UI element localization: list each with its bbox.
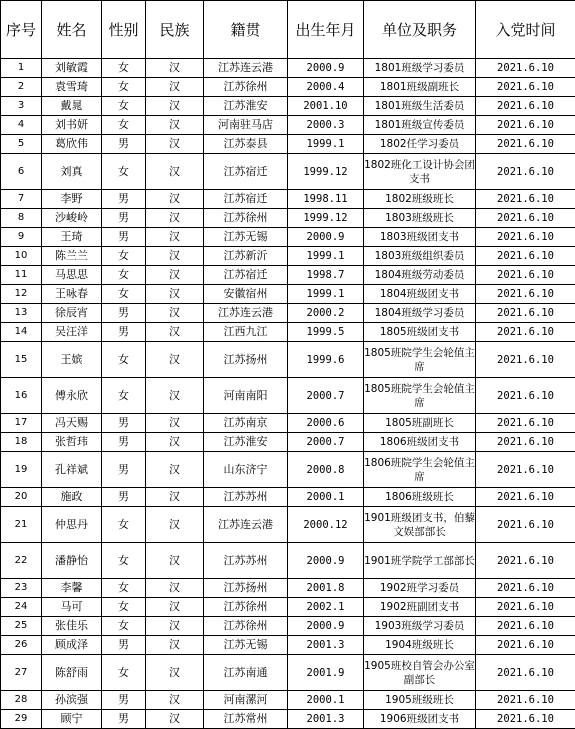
cell-join-date: 2021.6.10 bbox=[476, 304, 575, 323]
cell-gender: 男 bbox=[102, 304, 146, 323]
cell-birth: 1998.7 bbox=[288, 266, 364, 285]
cell-birth: 2000.1 bbox=[288, 691, 364, 710]
table-row bbox=[1, 433, 575, 452]
cell-gender: 男 bbox=[102, 691, 146, 710]
cell-name: 陈兰兰 bbox=[42, 247, 102, 266]
cell-position: 1804班级劳动委员 bbox=[364, 266, 476, 285]
cell-origin: 江苏苏州 bbox=[204, 543, 288, 579]
cell-origin: 江苏苏州 bbox=[204, 488, 288, 507]
cell-gender: 男 bbox=[102, 452, 146, 488]
cell-birth: 2001.9 bbox=[288, 655, 364, 691]
cell-join-date: 2021.6.10 bbox=[476, 488, 575, 507]
cell-position: 1801班级宣传委员 bbox=[364, 116, 476, 135]
cell-position: 1806班院学生会轮值主席 bbox=[364, 452, 476, 488]
cell-gender: 女 bbox=[102, 342, 146, 378]
cell-gender: 男 bbox=[102, 710, 146, 729]
cell-seq: 15 bbox=[1, 342, 42, 378]
cell-name: 冯天赐 bbox=[42, 414, 102, 433]
cell-birth: 2000.8 bbox=[288, 452, 364, 488]
cell-birth: 2000.7 bbox=[288, 378, 364, 414]
cell-join-date: 2021.6.10 bbox=[476, 655, 575, 691]
header-seq: 序号 bbox=[1, 1, 42, 59]
cell-position: 1804班级学习委员 bbox=[364, 304, 476, 323]
cell-origin: 江苏新沂 bbox=[204, 247, 288, 266]
cell-name: 马思思 bbox=[42, 266, 102, 285]
cell-origin: 江苏徐州 bbox=[204, 78, 288, 97]
cell-birth: 2000.9 bbox=[288, 543, 364, 579]
cell-gender: 女 bbox=[102, 579, 146, 598]
cell-seq: 13 bbox=[1, 304, 42, 323]
cell-gender: 男 bbox=[102, 636, 146, 655]
cell-ethnic: 汉 bbox=[146, 636, 204, 655]
cell-position: 1802班化工设计协会团支书 bbox=[364, 154, 476, 190]
cell-join-date: 2021.6.10 bbox=[476, 636, 575, 655]
cell-join-date: 2021.6.10 bbox=[476, 617, 575, 636]
cell-seq: 27 bbox=[1, 655, 42, 691]
cell-seq: 10 bbox=[1, 247, 42, 266]
table-row bbox=[1, 228, 575, 247]
cell-origin: 江苏连云港 bbox=[204, 507, 288, 543]
cell-position: 1905班级班长 bbox=[364, 691, 476, 710]
cell-name: 张佳乐 bbox=[42, 617, 102, 636]
cell-ethnic: 汉 bbox=[146, 116, 204, 135]
cell-origin: 江苏无锡 bbox=[204, 636, 288, 655]
cell-gender: 女 bbox=[102, 543, 146, 579]
cell-seq: 19 bbox=[1, 452, 42, 488]
table-row bbox=[1, 116, 575, 135]
cell-join-date: 2021.6.10 bbox=[476, 266, 575, 285]
cell-origin: 河南驻马店 bbox=[204, 116, 288, 135]
cell-seq: 9 bbox=[1, 228, 42, 247]
cell-join-date: 2021.6.10 bbox=[476, 507, 575, 543]
cell-birth: 1999.1 bbox=[288, 247, 364, 266]
cell-position: 1802班级班长 bbox=[364, 190, 476, 209]
cell-birth: 2001.8 bbox=[288, 579, 364, 598]
cell-name: 顾成泽 bbox=[42, 636, 102, 655]
table-row bbox=[1, 488, 575, 507]
cell-origin: 江西九江 bbox=[204, 323, 288, 342]
cell-name: 施政 bbox=[42, 488, 102, 507]
table-row bbox=[1, 78, 575, 97]
cell-name: 孙滨强 bbox=[42, 691, 102, 710]
cell-name: 张哲玮 bbox=[42, 433, 102, 452]
table-row bbox=[1, 378, 575, 414]
table-row bbox=[1, 209, 575, 228]
cell-name: 刘书妍 bbox=[42, 116, 102, 135]
cell-origin: 江苏连云港 bbox=[204, 304, 288, 323]
cell-origin: 江苏宿迁 bbox=[204, 266, 288, 285]
cell-seq: 6 bbox=[1, 154, 42, 190]
cell-ethnic: 汉 bbox=[146, 617, 204, 636]
cell-origin: 江苏徐州 bbox=[204, 598, 288, 617]
cell-birth: 2000.1 bbox=[288, 488, 364, 507]
cell-gender: 女 bbox=[102, 154, 146, 190]
table-row bbox=[1, 190, 575, 209]
cell-name: 顾宁 bbox=[42, 710, 102, 729]
cell-position: 1802任学习委员 bbox=[364, 135, 476, 154]
cell-seq: 12 bbox=[1, 285, 42, 304]
cell-origin: 江苏连云港 bbox=[204, 59, 288, 78]
cell-gender: 女 bbox=[102, 247, 146, 266]
cell-position: 1902班学习委员 bbox=[364, 579, 476, 598]
cell-birth: 2000.2 bbox=[288, 304, 364, 323]
cell-name: 李野 bbox=[42, 190, 102, 209]
cell-ethnic: 汉 bbox=[146, 135, 204, 154]
cell-gender: 男 bbox=[102, 135, 146, 154]
cell-seq: 20 bbox=[1, 488, 42, 507]
cell-join-date: 2021.6.10 bbox=[476, 190, 575, 209]
header-gender: 性别 bbox=[102, 1, 146, 59]
cell-join-date: 2021.6.10 bbox=[476, 598, 575, 617]
cell-join-date: 2021.6.10 bbox=[476, 342, 575, 378]
cell-birth: 2001.3 bbox=[288, 710, 364, 729]
table-row bbox=[1, 579, 575, 598]
cell-seq: 28 bbox=[1, 691, 42, 710]
cell-seq: 22 bbox=[1, 543, 42, 579]
cell-birth: 2002.1 bbox=[288, 598, 364, 617]
cell-join-date: 2021.6.10 bbox=[476, 209, 575, 228]
cell-birth: 2000.3 bbox=[288, 116, 364, 135]
cell-join-date: 2021.6.10 bbox=[476, 378, 575, 414]
cell-join-date: 2021.6.10 bbox=[476, 579, 575, 598]
cell-position: 1901班级团支书，伯藜文娱部部长 bbox=[364, 507, 476, 543]
cell-origin: 江苏扬州 bbox=[204, 342, 288, 378]
cell-name: 葛欣伟 bbox=[42, 135, 102, 154]
cell-gender: 女 bbox=[102, 507, 146, 543]
cell-name: 袁雪琦 bbox=[42, 78, 102, 97]
cell-name: 潘静怡 bbox=[42, 543, 102, 579]
cell-gender: 女 bbox=[102, 285, 146, 304]
cell-birth: 1999.1 bbox=[288, 285, 364, 304]
cell-join-date: 2021.6.10 bbox=[476, 323, 575, 342]
header-ethnic: 民族 bbox=[146, 1, 204, 59]
cell-ethnic: 汉 bbox=[146, 228, 204, 247]
cell-gender: 女 bbox=[102, 97, 146, 116]
table-row bbox=[1, 59, 575, 78]
cell-birth: 2000.9 bbox=[288, 228, 364, 247]
cell-seq: 17 bbox=[1, 414, 42, 433]
cell-origin: 江苏无锡 bbox=[204, 228, 288, 247]
cell-position: 1805班院学生会轮值主席 bbox=[364, 378, 476, 414]
cell-ethnic: 汉 bbox=[146, 209, 204, 228]
cell-join-date: 2021.6.10 bbox=[476, 59, 575, 78]
cell-seq: 2 bbox=[1, 78, 42, 97]
header-row bbox=[1, 1, 575, 59]
cell-birth: 2000.7 bbox=[288, 433, 364, 452]
cell-join-date: 2021.6.10 bbox=[476, 452, 575, 488]
cell-name: 傅永欣 bbox=[42, 378, 102, 414]
cell-name: 徐辰宵 bbox=[42, 304, 102, 323]
cell-ethnic: 汉 bbox=[146, 452, 204, 488]
table-row bbox=[1, 636, 575, 655]
cell-seq: 5 bbox=[1, 135, 42, 154]
cell-position: 1801班级生活委员 bbox=[364, 97, 476, 116]
cell-gender: 男 bbox=[102, 190, 146, 209]
cell-gender: 女 bbox=[102, 598, 146, 617]
cell-seq: 7 bbox=[1, 190, 42, 209]
header-position: 单位及职务 bbox=[364, 1, 476, 59]
cell-seq: 18 bbox=[1, 433, 42, 452]
cell-origin: 江苏宿迁 bbox=[204, 154, 288, 190]
table-row bbox=[1, 543, 575, 579]
cell-gender: 男 bbox=[102, 209, 146, 228]
cell-gender: 女 bbox=[102, 59, 146, 78]
cell-position: 1805班院学生会轮值主席 bbox=[364, 342, 476, 378]
table-row bbox=[1, 655, 575, 691]
cell-ethnic: 汉 bbox=[146, 59, 204, 78]
header-name: 姓名 bbox=[42, 1, 102, 59]
table-row bbox=[1, 285, 575, 304]
table-row bbox=[1, 97, 575, 116]
table-row bbox=[1, 414, 575, 433]
cell-gender: 男 bbox=[102, 228, 146, 247]
cell-gender: 男 bbox=[102, 433, 146, 452]
cell-join-date: 2021.6.10 bbox=[476, 116, 575, 135]
cell-birth: 2000.4 bbox=[288, 78, 364, 97]
cell-ethnic: 汉 bbox=[146, 154, 204, 190]
cell-seq: 25 bbox=[1, 617, 42, 636]
table-row bbox=[1, 691, 575, 710]
cell-position: 1803班级组织委员 bbox=[364, 247, 476, 266]
cell-seq: 4 bbox=[1, 116, 42, 135]
cell-seq: 29 bbox=[1, 710, 42, 729]
cell-position: 1901班学院学工部部长 bbox=[364, 543, 476, 579]
cell-join-date: 2021.6.10 bbox=[476, 543, 575, 579]
cell-seq: 24 bbox=[1, 598, 42, 617]
cell-ethnic: 汉 bbox=[146, 579, 204, 598]
cell-position: 1903班级学习委员 bbox=[364, 617, 476, 636]
cell-position: 1805班级团支书 bbox=[364, 323, 476, 342]
cell-name: 李馨 bbox=[42, 579, 102, 598]
cell-name: 刘敏霞 bbox=[42, 59, 102, 78]
cell-name: 沙峻岭 bbox=[42, 209, 102, 228]
cell-gender: 男 bbox=[102, 414, 146, 433]
cell-position: 1902班副团支书 bbox=[364, 598, 476, 617]
cell-join-date: 2021.6.10 bbox=[476, 154, 575, 190]
cell-seq: 16 bbox=[1, 378, 42, 414]
header-origin: 籍贯 bbox=[204, 1, 288, 59]
cell-origin: 安徽宿州 bbox=[204, 285, 288, 304]
cell-birth: 2000.12 bbox=[288, 507, 364, 543]
cell-position: 1806班级班长 bbox=[364, 488, 476, 507]
cell-origin: 江苏淮安 bbox=[204, 433, 288, 452]
cell-birth: 2000.9 bbox=[288, 617, 364, 636]
cell-ethnic: 汉 bbox=[146, 247, 204, 266]
cell-ethnic: 汉 bbox=[146, 414, 204, 433]
cell-ethnic: 汉 bbox=[146, 190, 204, 209]
cell-origin: 江苏扬州 bbox=[204, 579, 288, 598]
cell-ethnic: 汉 bbox=[146, 691, 204, 710]
cell-ethnic: 汉 bbox=[146, 488, 204, 507]
cell-seq: 3 bbox=[1, 97, 42, 116]
cell-join-date: 2021.6.10 bbox=[476, 691, 575, 710]
cell-position: 1904班级班长 bbox=[364, 636, 476, 655]
table-row bbox=[1, 247, 575, 266]
cell-name: 孔祥斌 bbox=[42, 452, 102, 488]
table-row bbox=[1, 154, 575, 190]
cell-gender: 女 bbox=[102, 116, 146, 135]
cell-ethnic: 汉 bbox=[146, 323, 204, 342]
cell-origin: 江苏南通 bbox=[204, 655, 288, 691]
cell-join-date: 2021.6.10 bbox=[476, 247, 575, 266]
cell-birth: 2000.9 bbox=[288, 59, 364, 78]
cell-ethnic: 汉 bbox=[146, 304, 204, 323]
cell-origin: 江苏淮安 bbox=[204, 97, 288, 116]
cell-position: 1801班级副班长 bbox=[364, 78, 476, 97]
cell-birth: 1999.6 bbox=[288, 342, 364, 378]
cell-name: 戴晁 bbox=[42, 97, 102, 116]
table-row bbox=[1, 323, 575, 342]
cell-origin: 山东济宁 bbox=[204, 452, 288, 488]
cell-position: 1803班级班长 bbox=[364, 209, 476, 228]
cell-birth: 1999.1 bbox=[288, 135, 364, 154]
cell-ethnic: 汉 bbox=[146, 655, 204, 691]
cell-name: 陈舒雨 bbox=[42, 655, 102, 691]
cell-join-date: 2021.6.10 bbox=[476, 710, 575, 729]
cell-gender: 男 bbox=[102, 323, 146, 342]
cell-gender: 女 bbox=[102, 378, 146, 414]
cell-birth: 2001.3 bbox=[288, 636, 364, 655]
cell-join-date: 2021.6.10 bbox=[476, 228, 575, 247]
cell-seq: 23 bbox=[1, 579, 42, 598]
table-row bbox=[1, 710, 575, 729]
cell-join-date: 2021.6.10 bbox=[476, 285, 575, 304]
table-row bbox=[1, 304, 575, 323]
cell-origin: 江苏南京 bbox=[204, 414, 288, 433]
cell-birth: 2000.6 bbox=[288, 414, 364, 433]
cell-ethnic: 汉 bbox=[146, 598, 204, 617]
cell-origin: 江苏宿迁 bbox=[204, 190, 288, 209]
cell-birth: 2001.10 bbox=[288, 97, 364, 116]
cell-ethnic: 汉 bbox=[146, 710, 204, 729]
header-join-date: 入党时间 bbox=[476, 1, 575, 59]
cell-name: 吴汪洋 bbox=[42, 323, 102, 342]
cell-join-date: 2021.6.10 bbox=[476, 135, 575, 154]
cell-gender: 女 bbox=[102, 266, 146, 285]
cell-birth: 1998.11 bbox=[288, 190, 364, 209]
cell-ethnic: 汉 bbox=[146, 433, 204, 452]
cell-name: 仲思丹 bbox=[42, 507, 102, 543]
cell-seq: 21 bbox=[1, 507, 42, 543]
cell-position: 1806班级团支书 bbox=[364, 433, 476, 452]
cell-birth: 1999.12 bbox=[288, 154, 364, 190]
cell-name: 王琦 bbox=[42, 228, 102, 247]
cell-origin: 江苏徐州 bbox=[204, 617, 288, 636]
cell-position: 1805班副班长 bbox=[364, 414, 476, 433]
cell-ethnic: 汉 bbox=[146, 285, 204, 304]
cell-ethnic: 汉 bbox=[146, 342, 204, 378]
cell-origin: 江苏徐州 bbox=[204, 209, 288, 228]
cell-birth: 1999.12 bbox=[288, 209, 364, 228]
cell-seq: 14 bbox=[1, 323, 42, 342]
cell-join-date: 2021.6.10 bbox=[476, 78, 575, 97]
cell-position: 1803班级团支书 bbox=[364, 228, 476, 247]
cell-origin: 河南南阳 bbox=[204, 378, 288, 414]
cell-name: 刘真 bbox=[42, 154, 102, 190]
cell-seq: 11 bbox=[1, 266, 42, 285]
cell-position: 1906班级团支书 bbox=[364, 710, 476, 729]
cell-position: 1801班级学习委员 bbox=[364, 59, 476, 78]
cell-gender: 男 bbox=[102, 488, 146, 507]
cell-join-date: 2021.6.10 bbox=[476, 414, 575, 433]
cell-gender: 女 bbox=[102, 617, 146, 636]
cell-seq: 8 bbox=[1, 209, 42, 228]
cell-seq: 1 bbox=[1, 59, 42, 78]
table-row bbox=[1, 507, 575, 543]
cell-ethnic: 汉 bbox=[146, 266, 204, 285]
table-row bbox=[1, 266, 575, 285]
table-row bbox=[1, 135, 575, 154]
cell-origin: 江苏常州 bbox=[204, 710, 288, 729]
cell-position: 1905班校自管会办公室副部长 bbox=[364, 655, 476, 691]
table-row bbox=[1, 617, 575, 636]
cell-origin: 江苏泰县 bbox=[204, 135, 288, 154]
cell-join-date: 2021.6.10 bbox=[476, 433, 575, 452]
cell-ethnic: 汉 bbox=[146, 378, 204, 414]
cell-ethnic: 汉 bbox=[146, 543, 204, 579]
cell-name: 马可 bbox=[42, 598, 102, 617]
table-row bbox=[1, 598, 575, 617]
cell-birth: 1999.5 bbox=[288, 323, 364, 342]
header-birth: 出生年月 bbox=[288, 1, 364, 59]
cell-ethnic: 汉 bbox=[146, 507, 204, 543]
cell-name: 王嫔 bbox=[42, 342, 102, 378]
cell-ethnic: 汉 bbox=[146, 97, 204, 116]
cell-origin: 河南漯河 bbox=[204, 691, 288, 710]
cell-name: 王咏春 bbox=[42, 285, 102, 304]
cell-gender: 女 bbox=[102, 655, 146, 691]
cell-gender: 女 bbox=[102, 78, 146, 97]
cell-seq: 26 bbox=[1, 636, 42, 655]
cell-join-date: 2021.6.10 bbox=[476, 97, 575, 116]
cell-position: 1804班级团支书 bbox=[364, 285, 476, 304]
cell-ethnic: 汉 bbox=[146, 78, 204, 97]
table-row bbox=[1, 342, 575, 378]
table-row bbox=[1, 452, 575, 488]
